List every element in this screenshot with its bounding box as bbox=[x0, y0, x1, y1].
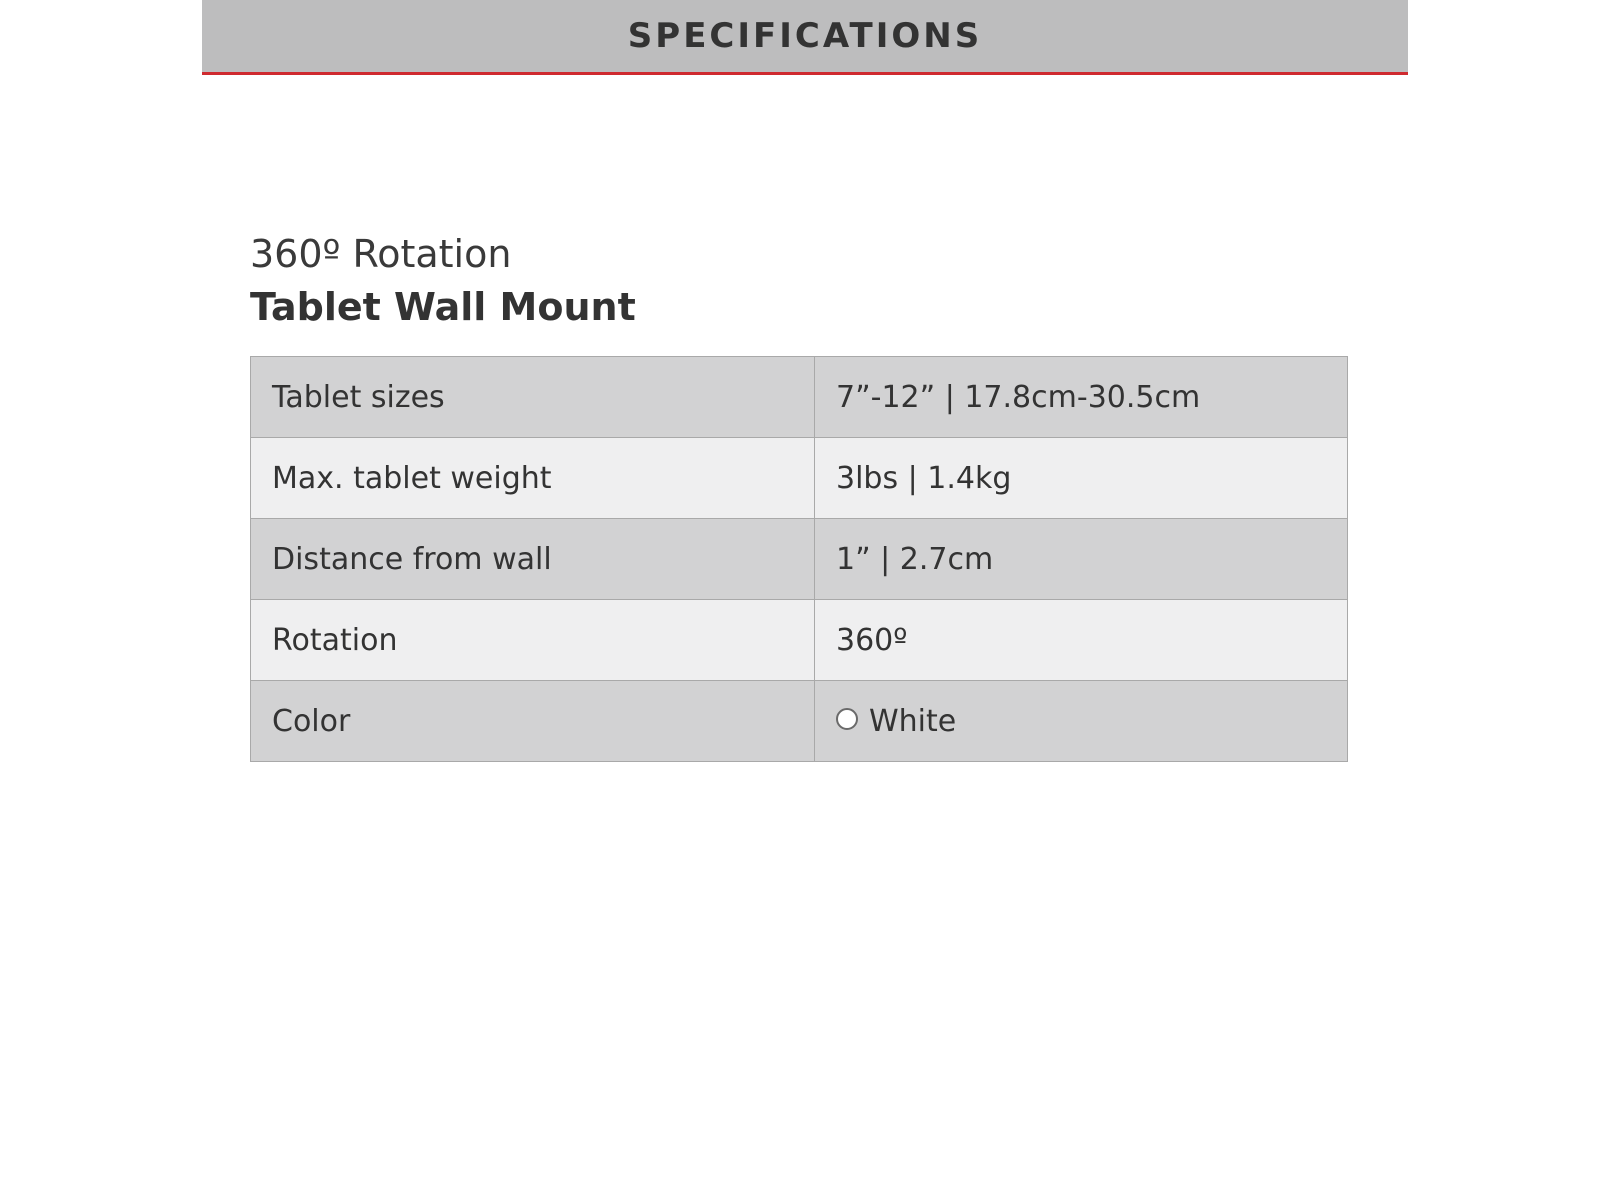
table-row bbox=[251, 600, 1348, 681]
specifications-table bbox=[250, 356, 1348, 762]
spec-value-color: White bbox=[869, 703, 957, 739]
product-title: Tablet Wall Mount bbox=[250, 285, 636, 329]
specifications-header bbox=[202, 0, 1408, 75]
spec-value-distance: 1” | 2.7cm bbox=[815, 519, 1348, 600]
table-row bbox=[251, 681, 1348, 762]
spec-label-rotation: Rotation bbox=[251, 600, 815, 681]
spec-label-distance: Distance from wall bbox=[251, 519, 815, 600]
spec-label-color: Color bbox=[251, 681, 815, 762]
table-row bbox=[251, 519, 1348, 600]
table-row bbox=[251, 357, 1348, 438]
spec-value-color-cell bbox=[815, 681, 1348, 762]
spec-label-max-weight: Max. tablet weight bbox=[251, 438, 815, 519]
table-row bbox=[251, 438, 1348, 519]
spec-value-max-weight: 3lbs | 1.4kg bbox=[815, 438, 1348, 519]
header-title: SPECIFICATIONS bbox=[627, 16, 983, 56]
product-subtitle: 360º Rotation bbox=[250, 232, 512, 276]
spec-label-tablet-sizes: Tablet sizes bbox=[251, 357, 815, 438]
white-color-swatch-icon bbox=[836, 708, 858, 730]
spec-value-tablet-sizes: 7”-12” | 17.8cm-30.5cm bbox=[815, 357, 1348, 438]
spec-value-rotation: 360º bbox=[815, 600, 1348, 681]
